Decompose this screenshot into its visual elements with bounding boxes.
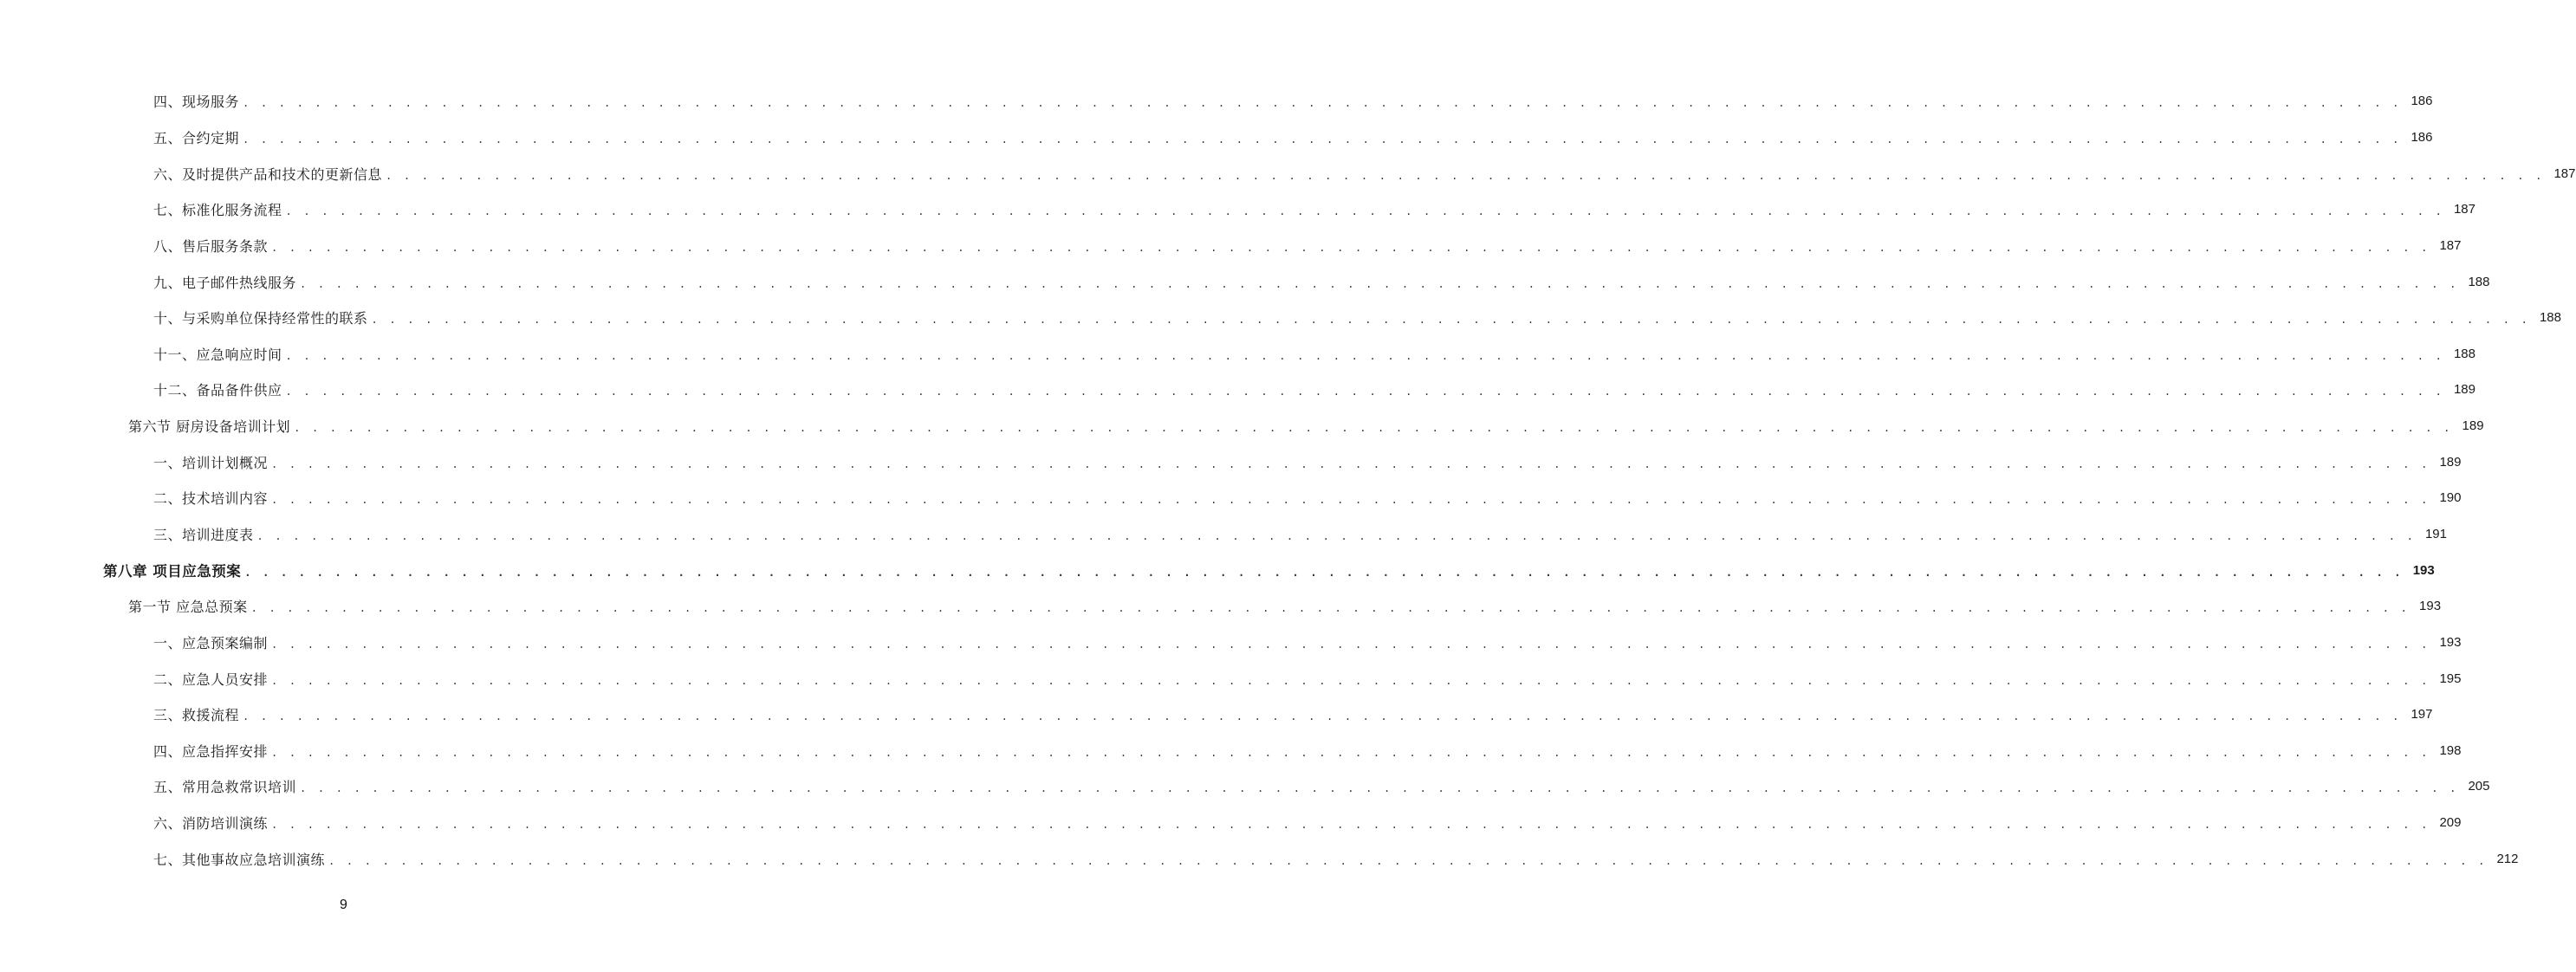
toc-entry-item[interactable] [0,805,2462,841]
toc-entry-title: 一、应急预案编制 [153,634,269,651]
toc-dot-leader: . . . . . . . . . . . . . . . . . . . . . . . . . . . . . . . . . . . . . . . . . . . . . . . . . . . . . . . . . . . . . . . . . . . . . . . . . . . . . . . . . . . . . . . . . . . . . . . . . . . . . . . . . . . . . . . . . . . . . . . . [256,530,2416,542]
toc-entry-page: 193 [2419,599,2442,614]
toc-entry-page: 187 [2453,202,2475,217]
toc-entry-item[interactable] [0,263,2490,300]
toc-dot-leader: . . . . . . . . . . . . . . . . . . . . . . . . . . . . . . . . . . . . . . . . . . . . . . . . . . . . . . . . . . . . . . . . . . . . . . . . . . . . . . . . . . . . . . . . . . . . . . . . . . . . . . . . . . . . . . . . . . . . . . . . [300,277,2459,290]
toc-entry-page: 189 [2439,454,2462,470]
toc-dot-leader: . . . . . . . . . . . . . . . . . . . . . . . . . . . . . . . . . . . . . . . . . . . . . . . . . . . . . . . . . . . . . . . . . . . . . . . . . . . . . . . . . . . . . . . . . . . . . . . . . . . . . . . . . . . . . . . . . . . . . . . . [250,602,2411,615]
toc-entry-title: 四、现场服务 [153,94,240,111]
toc-entry-item[interactable] [0,191,2475,228]
toc-dot-leader: . . . . . . . . . . . . . . . . . . . . . . . . . . . . . . . . . . . . . . . . . . . . . . . . . . . . . . . . . . . . . . . . . . . . . . . . . . . . . . . . . . . . . . . . . . . . . . . . . . . . . . . . . . . . . . . . . . . . . . . . [285,349,2444,362]
toc-entry-item[interactable] [0,840,2519,877]
toc-entry-page: 188 [2468,274,2490,289]
toc-entry-title: 二、技术培训内容 [153,490,269,508]
page-number: 9 [340,897,347,912]
toc-entry-title: 三、救援流程 [153,707,240,724]
toc-entry-page: 209 [2439,815,2462,831]
toc-dot-leader: . . . . . . . . . . . . . . . . . . . . . . . . . . . . . . . . . . . . . . . . . . . . . . . . . . . . . . . . . . . . . . . . . . . . . . . . . . . . . . . . . . . . . . . . . . . . . . . . . . . . . . . . . . . . . . . . . . . . . . . . [243,133,2402,146]
toc-dot-leader: . . . . . . . . . . . . . . . . . . . . . . . . . . . . . . . . . . . . . . . . . . . . . . . . . . . . . . . . . . . . . . . . . . . . . . . . . . . . . . . . . . . . . . . . . . . . . . . . . . . . . . . . . . . . . . . . . . . . . . . . [294,422,2453,435]
toc-entry-page: 205 [2468,779,2490,794]
toc-entry-item[interactable] [0,480,2462,516]
toc-entry-title: 十二、备品备件供应 [153,382,282,399]
toc-dot-leader: . . . . . . . . . . . . . . . . . . . . . . . . . . . . . . . . . . . . . . . . . . . . . . . . . . . . . . . . . . . . . . . . . . . . . . . . . . . . . . . . . . . . . . . . . . . . . . . . . . . . . . . . . . . . . . . . . . . . . . . . [271,674,2430,687]
toc-entry-item[interactable] [0,335,2475,372]
toc-entry-chapter[interactable] [0,552,2435,588]
toc-dot-leader: . . . . . . . . . . . . . . . . . . . . . . . . . . . . . . . . . . . . . . . . . . . . . . . . . . . . . . . . . . . . . . . . . . . . . . . . . . . . . . . . . . . . . . . . . . . . . . . . . . . . . . . . . . . . . . . . . . . . . . . . [271,494,2430,507]
toc-dot-leader: . . . . . . . . . . . . . . . . . . . . . . . . . . . . . . . . . . . . . . . . . . . . . . . . . . . . . . . . . . . . . . . . . . . . . . . . . . . . . . . . . . . . . . . . . . . . . . . . . . . . . . . . . . . . . . . . . . . . . . . . [300,782,2459,795]
toc-entry-page: 188 [2453,346,2475,361]
toc-entry-page: 191 [2424,527,2447,541]
toc-entry-page: 189 [2462,418,2484,434]
toc-entry-page: 186 [2411,129,2433,145]
toc-entry-title: 第一节 应急总预案 [128,599,248,616]
toc-entry-page: 212 [2496,851,2519,866]
toc-entry-page: 189 [2453,382,2475,398]
toc-entry-item[interactable] [0,372,2475,408]
toc-dot-leader: . . . . . . . . . . . . . . . . . . . . . . . . . . . . . . . . . . . . . . . . . . . . . . . . . . . . . . . . . . . . . . . . . . . . . . . . . . . . . . . . . . . . . . . . . . . . . . . . . . . . . . . . . . . . . . . . . . . . . . . . [243,710,2402,723]
toc-entry-title: 一、培训计划概况 [153,454,269,471]
toc-entry-title: 四、应急指挥安排 [153,742,269,760]
toc-entry-item[interactable] [0,120,2433,156]
toc-dot-leader: . . . . . . . . . . . . . . . . . . . . . . . . . . . . . . . . . . . . . . . . . . . . . . . . . . . . . . . . . . . . . . . . . . . . . . . . . . . . . . . . . . . . . . . . . . . . . . . . . . . . . . . . . . . . . . . . . . . . . . . . [271,746,2430,759]
toc-entry-page: 198 [2439,742,2462,758]
toc-entry-title: 七、标准化服务流程 [153,202,282,219]
toc-entry-item[interactable] [0,768,2490,805]
toc-dot-leader: . . . . . . . . . . . . . . . . . . . . . . . . . . . . . . . . . . . . . . . . . . . . . . . . . . . . . . . . . . . . . . . . . . . . . . . . . . . . . . . . . . . . . . . . . . . . . . . . . . . . . . . . . . . . . . . . . . . . . . . . [285,205,2444,218]
toc-entry-item[interactable] [0,300,2561,336]
toc-entry-title: 第六节 厨房设备培训计划 [128,418,291,436]
toc-entry-title: 七、其他事故应急培训演练 [153,851,326,868]
toc-entry-item[interactable] [0,516,2447,553]
toc-entry-page: 193 [2439,634,2462,650]
toc-dot-leader: . . . . . . . . . . . . . . . . . . . . . . . . . . . . . . . . . . . . . . . . . . . . . . . . . . . . . . . . . . . . . . . . . . . . . . . . . . . . . . . . . . . . . . . . . . . . . . . . . . . . . . . . . . . . . . . . . . . . . . . . [328,854,2488,867]
toc-entry-page: 187 [2439,237,2462,253]
toc-entry-page: 193 [2412,562,2435,578]
toc-dot-leader: . . . . . . . . . . . . . . . . . . . . . . . . . . . . . . . . . . . . . . . . . . . . . . . . . . . . . . . . . . . . . . . . . . . . . . . . . . . . . . . . . . . . . . . . . . . . . . . . . . . . . . . . . . . . . . . . . . . . . . . . [271,457,2430,470]
toc-entry-item[interactable] [0,625,2462,661]
toc-dot-leader: . . . . . . . . . . . . . . . . . . . . . . . . . . . . . . . . . . . . . . . . . . . . . . . . . . . . . . . . . . . . . . . . . . . . . . . . . . . . . . . . . . . . . . . . . . . . . . . . . . . . . . . . . . . . . . . . . . . . . . . . [285,386,2444,399]
toc-entry-title: 八、售后服务条款 [153,237,269,255]
toc-entry-page: 187 [2553,165,2576,181]
toc-entry-page: 197 [2411,707,2433,723]
toc-entry-title: 十一、应急响应时间 [153,346,282,363]
toc-entry-section[interactable] [0,408,2484,444]
toc-entry-title: 第八章 项目应急预案 [103,563,242,580]
toc-dot-leader: . . . . . . . . . . . . . . . . . . . . . . . . . . . . . . . . . . . . . . . . . . . . . . . . . . . . . . . . . . . . . . . . . . . . . . . . . . . . . . . . . . . . . . . . . . . . . . . . . . . . . . . . . . . . . . . . . . . . . . . . [271,819,2430,832]
toc-entry-title: 三、培训进度表 [153,527,254,543]
toc-entry-item[interactable] [0,228,2462,264]
toc-dot-leader: . . . . . . . . . . . . . . . . . . . . . . . . . . . . . . . . . . . . . . . . . . . . . . . . . . . . . . . . . . . . . . . . . . . . . . . . . . . . . . . . . . . . . . . . . . . . . . . . . . . . . . . . . . . . . . . . . . . . . . . . [244,566,2404,579]
toc-entry-item[interactable] [0,697,2433,733]
toc-dot-leader: . . . . . . . . . . . . . . . . . . . . . . . . . . . . . . . . . . . . . . . . . . . . . . . . . . . . . . . . . . . . . . . . . . . . . . . . . . . . . . . . . . . . . . . . . . . . . . . . . . . . . . . . . . . . . . . . . . . . . . . . [271,241,2430,254]
toc-entry-section[interactable] [0,588,2442,625]
toc-dot-leader: . . . . . . . . . . . . . . . . . . . . . . . . . . . . . . . . . . . . . . . . . . . . . . . . . . . . . . . . . . . . . . . . . . . . . . . . . . . . . . . . . . . . . . . . . . . . . . . . . . . . . . . . . . . . . . . . . . . . . . . . [386,169,2545,182]
toc-entry-title: 六、消防培训演练 [153,815,269,833]
toc-entry-page: 195 [2439,671,2462,686]
toc-entry-item[interactable] [0,660,2462,697]
toc-entry-title: 五、合约定期 [153,129,240,146]
toc-entry-page: 186 [2411,94,2433,109]
toc-entry-item[interactable] [0,155,2576,191]
toc-dot-leader: . . . . . . . . . . . . . . . . . . . . . . . . . . . . . . . . . . . . . . . . . . . . . . . . . . . . . . . . . . . . . . . . . . . . . . . . . . . . . . . . . . . . . . . . . . . . . . . . . . . . . . . . . . . . . . . . . . . . . . . . [371,314,2530,327]
toc-entry-page: 190 [2439,490,2462,506]
toc-entry-title: 十、与采购单位保持经常性的联系 [153,310,368,327]
toc-entry-item[interactable] [0,733,2462,769]
toc-entry-item[interactable] [0,444,2462,480]
toc-dot-leader: . . . . . . . . . . . . . . . . . . . . . . . . . . . . . . . . . . . . . . . . . . . . . . . . . . . . . . . . . . . . . . . . . . . . . . . . . . . . . . . . . . . . . . . . . . . . . . . . . . . . . . . . . . . . . . . . . . . . . . . . [243,97,2402,110]
toc-entry-title: 九、电子邮件热线服务 [153,274,297,291]
toc-entry-item[interactable] [0,83,2433,120]
toc-entry-title: 二、应急人员安排 [153,671,269,688]
toc-dot-leader: . . . . . . . . . . . . . . . . . . . . . . . . . . . . . . . . . . . . . . . . . . . . . . . . . . . . . . . . . . . . . . . . . . . . . . . . . . . . . . . . . . . . . . . . . . . . . . . . . . . . . . . . . . . . . . . . . . . . . . . . [271,638,2430,651]
toc-entry-title: 六、及时提供产品和技术的更新信息 [153,165,383,183]
toc-entry-title: 五、常用急救常识培训 [153,779,297,796]
toc-entry-page: 188 [2539,310,2561,326]
table-of-contents [0,83,2576,877]
